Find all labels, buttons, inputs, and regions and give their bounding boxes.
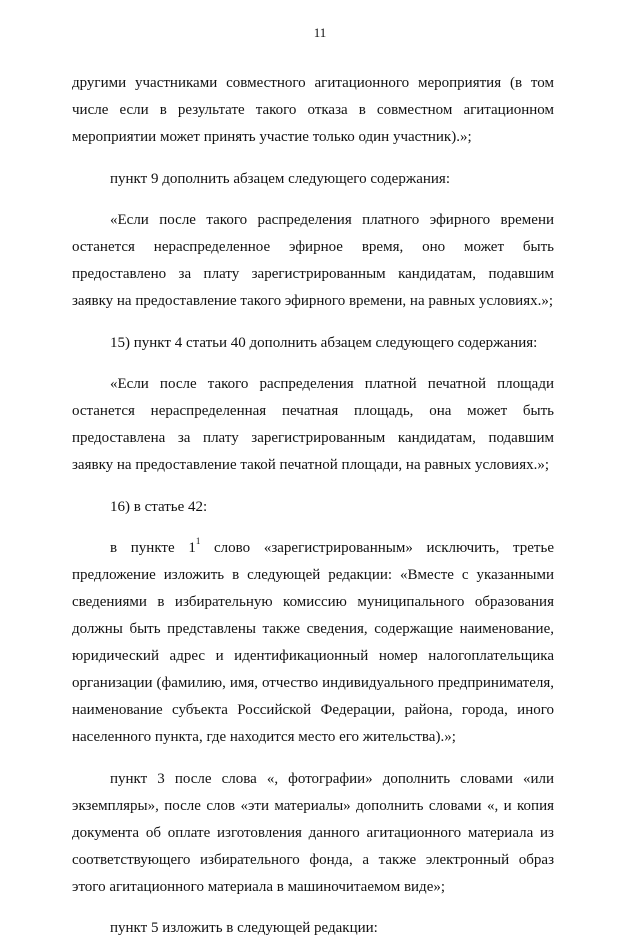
superscript-one: 1 [195, 536, 201, 546]
page-number: 11 [313, 25, 327, 40]
paragraph-item-16: 16) в статье 42: [110, 498, 208, 515]
paragraph-continuation: другими участниками совместного агитационного мероприятия (в том числе если в результате такого отказа в совместном агитационном мероприятии может принять участие только один участник).»; [72, 75, 554, 145]
paragraph-item-1-1-rest: слово «зарегистрированным» исключить, третье предложение изложить в следующей редакции: «Вместе с указанными сведениями в избирательную комиссию муниципального образования должны быть представлены также сведения, содержащие наименование, юридический адрес и идентификационный номер налогоплательщика организации (фамилию, имя, отчество индивидуального предпринимателя, наименование субъекта Российской Федерации, района, города, иного населенного пункта, где находится место его жительства).»; [72, 540, 554, 745]
paragraph-item-5: пункт 5 изложить в следующей редакции: [110, 920, 378, 936]
paragraph-quote-airtime: «Если после такого распределения платного эфирного времени останется нераспределенное эфирное время, оно может быть предоставлено за плату зарегистрированным кандидатам, подавшим заявку на предоставление такого эфирного времени, на равных условиях.»; [72, 212, 554, 309]
paragraph-quote-print-area: «Если после такого распределения платной печатной площади останется нераспределенная печатная площадь, она может быть предоставлена за плату зарегистрированным кандидатам, подавшим заявку на предоставление такой печатной площади, на равных условиях.»; [72, 376, 554, 473]
paragraph-item-1-1 [72, 535, 554, 751]
paragraph-item-1-1-lead: в пункте 1 [110, 540, 196, 556]
paragraph-item-9: пункт 9 дополнить абзацем следующего содержания: [110, 170, 450, 187]
document-body [72, 70, 554, 942]
paragraph-item-15: 15) пункт 4 статьи 40 дополнить абзацем следующего содержания: [110, 334, 538, 351]
paragraph-item-3: пункт 3 после слова «, фотографии» дополнить словами «или экземпляры», после слов «эти материалы» дополнить словами «, и копия документа об оплате изготовления данного агитационного материала из соответствующего избирательного фонда, а также электронный образ этого агитационного материала в машиночитаемом виде»; [72, 770, 554, 895]
